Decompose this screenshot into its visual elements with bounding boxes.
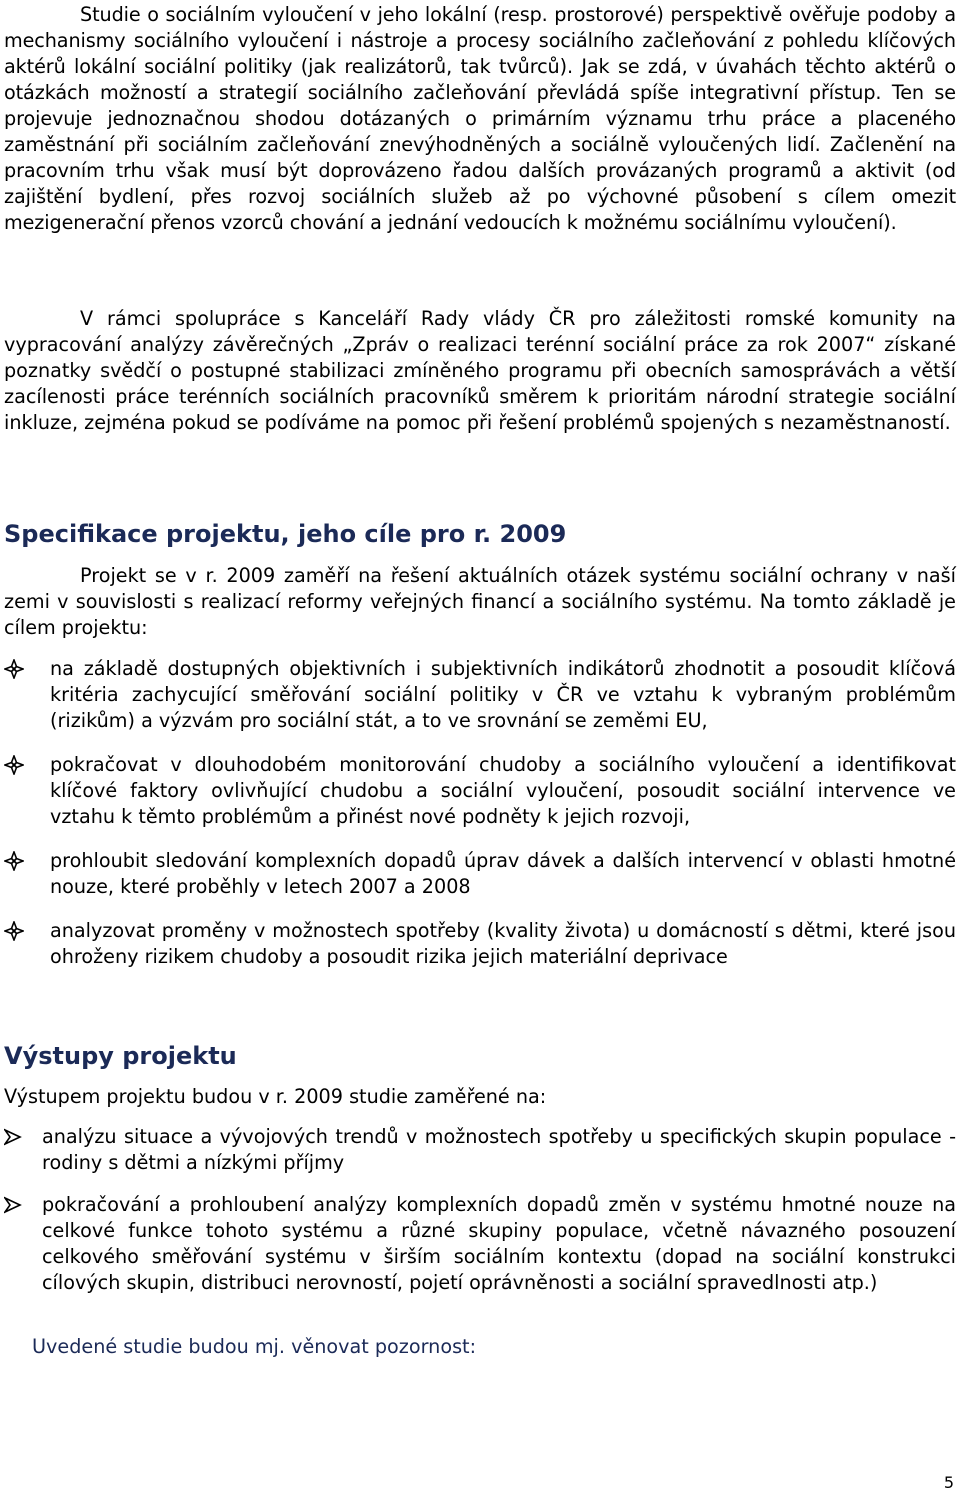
list-item: [4, 918, 956, 970]
goal-text: na základě dostupných objektivních i subjektivních indikátorů zhodnotit a posoudit klíčová kritéria zachycující směřování sociální politiky v ČR ve vztahu k vybraným problémům (rizikům) a výzvám pro sociální stát, a to ve srovnání se zeměmi EU,: [50, 657, 956, 732]
page-number: 5: [943, 1473, 954, 1492]
list-item: [4, 752, 956, 830]
diamond-bullet-icon: [4, 659, 24, 679]
spec-heading: Specifikace projektu, jeho cíle pro r. 2009: [4, 520, 567, 548]
diamond-bullet-icon: [4, 921, 24, 941]
output-text: analýzu situace a vývojových trendů v možnostech spotřeby u specifických skupin populace - rodiny s dětmi a nízkými příjmy: [42, 1125, 956, 1174]
goal-text: analyzovat proměny v možnostech spotřeby (kvality života) u domácností s dětmi, které jsou ohroženy rizikem chudoby a posoudit rizika jejich materiální deprivace: [50, 919, 956, 968]
goal-text: pokračovat v dlouhodobém monitorování chudoby a sociálního vyloučení a identifikovat klíčové faktory ovlivňující chudobu a sociální vyloučení, posoudit sociální intervence ve vztahu k těmto problémům a přinést nové podněty k jejich rozvoji,: [50, 753, 956, 828]
output-text: pokračování a prohloubení analýzy komplexních dopadů změn v systému hmotné nouze na celkové funkce tohoto systému a různé skupiny populace, včetně návazného posouzení celkového směřování systému v širším sociálním kontextu (dopad na sociální konstrukci cílových skupin, distribuci nerovností, pojetí oprávněnosti a sociální spravedlnosti atp.): [42, 1193, 956, 1294]
arrow-bullet-icon: [4, 1128, 22, 1146]
outputs-heading: Výstupy projektu: [4, 1042, 237, 1070]
closing-line: Uvedené studie budou mj. věnovat pozornost:: [32, 1335, 477, 1358]
list-item: [4, 656, 956, 734]
list-item: [4, 848, 956, 900]
diamond-bullet-icon: [4, 755, 24, 775]
diamond-bullet-icon: [4, 851, 24, 871]
goal-text: prohloubit sledování komplexních dopadů úprav dávek a dalších intervencí v oblasti hmotné nouze, které proběhly v letech 2007 a 2008: [50, 849, 956, 898]
cooperation-paragraph: V rámci spolupráce s Kanceláří Rady vlády ČR pro záležitosti romské komunity na vypracování analýzy závěrečných „Zpráv o realizaci terénní sociální práce za rok 2007“ získané poznatky svědčí o postupné stabilizaci zmíněného programu při obecních samosprávách a větší zacílenosti práce terénních sociálních pracovníků směrem k prioritám národní strategie sociální inkluze, zejména pokud se podíváme na pomoc při řešení problémů spojených s nezaměstnaností.: [4, 307, 956, 434]
outputs-intro: Výstupem projektu budou v r. 2009 studie zaměřené na:: [4, 1085, 547, 1108]
spec-paragraph: Projekt se v r. 2009 zaměří na řešení aktuálních otázek systému sociální ochrany v naší zemi v souvislosti s realizací reformy veřejných financí a sociálního systému. Na tomto základě je cílem projektu:: [4, 564, 956, 639]
arrow-bullet-icon: [4, 1196, 22, 1214]
list-item: [4, 1124, 956, 1176]
intro-paragraph: Studie o sociálním vyloučení v jeho lokální (resp. prostorové) perspektivě ověřuje podoby a mechanismy sociálního vyloučení i nástroje a procesy sociálního začleňování z pohledu klíčových aktérů lokální sociální politiky (jak realizátorů, tak tvůrců). Jak se zdá, v úvahách těchto aktérů o otázkách možností a strategií sociálního začleňování převládá spíše integrativní přístup. Ten se projevuje jednoznačnou shodou dotázaných o primárním významu trhu práce a placeného zaměstnání při sociálním začleňování znevýhodněných a sociálně vyloučených lidí. Začlenění na pracovním trhu však musí být doprovázeno řadou dalších provázaných programů a aktivit (od zajištění bydlení, přes rozvoj sociálních služeb až po výchovné působení s cílem omezit mezigenerační přenos vzorců chování a jednání vedoucích k možnému sociálnímu vyloučení).: [4, 3, 956, 234]
outputs-list: [4, 1124, 956, 1312]
goals-list: [4, 656, 956, 988]
list-item: [4, 1192, 956, 1296]
